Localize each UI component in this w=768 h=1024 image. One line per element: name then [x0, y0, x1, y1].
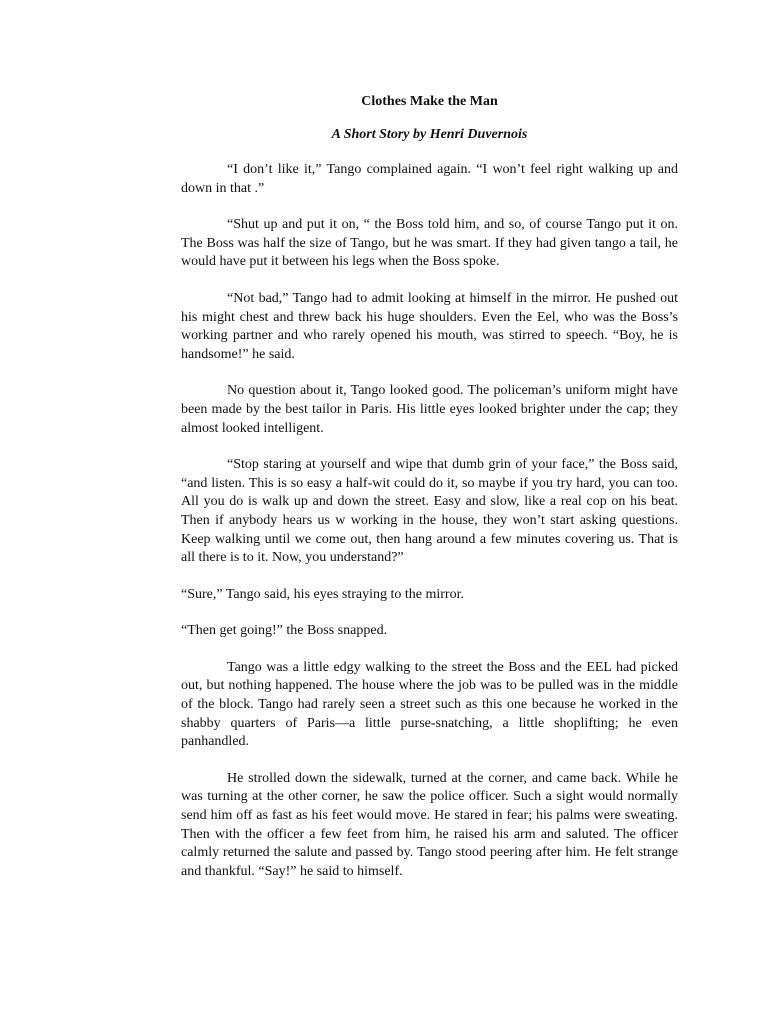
story-body — [181, 161, 678, 881]
paragraph-8: Tango was a little edgy walking to the street the Boss and the EEL had picked out, but nothing happened. The house where the job was to be pulled was in the middle of the block. Tango had rarely seen a street such as this one because he worked in the shabby quarters of Paris—a little purse-snatching, a little shoplifting; he even panhandled. — [181, 659, 678, 750]
paragraph-7: “Then get going!” the Boss snapped. — [181, 623, 388, 639]
paragraph-2: “Shut up and put it on, “ the Boss told him, and so, of course Tango put it on. The Boss was half the size of Tango, but he was smart. If they had given tango a tail, he would have put it between his legs when the Boss spoke. — [181, 217, 678, 270]
paragraph-4: No question about it, Tango looked good. The policeman’s uniform might have been made by the best tailor in Paris. His little eyes looked brighter under the cap; they almost looked intelligent. — [181, 383, 678, 436]
story-subtitle: A Short Story by Henri Duvernois — [331, 127, 528, 142]
paragraph-3: “Not bad,” Tango had to admit looking at himself in the mirror. He pushed out his might chest and threw back his huge shoulders. Even the Eel, who was the Boss’s working partner and who rarely opened his mouth, was stirred to speech. “Boy, he is handsome!” he said. — [181, 290, 678, 362]
paragraph-5: “Stop staring at yourself and wipe that dumb grin of your face,” the Boss said, “and listen. This is so easy a half-wit could do it, so maybe if you try hard, you can too. All you do is walk up and down the street. Easy and slow, like a real cop on his beat. Then if anybody hears us w working in the house, they won’t start asking questions. Keep walking until we come out, then hang around a few minutes covering us. That is all there is to it. Now, you understand?” — [181, 457, 678, 566]
paragraph-9: He strolled down the sidewalk, turned at the corner, and came back. While he was turning at the other corner, he saw the police officer. Such a sight would normally send him off as fast as his feet would move. He stared in fear; his palms were sweating. Then with the officer a few feet from him, he raised his arm and saluted. The officer calmly returned the salute and passed by. Tango stood peering after him. He felt strange and thankful. “Say!” he said to himself. — [181, 770, 678, 879]
document-page — [181, 92, 678, 899]
paragraph-1: “I don’t like it,” Tango complained again. “I won’t feel right walking up and down in that .” — [181, 162, 678, 196]
story-title: Clothes Make the Man — [361, 94, 498, 109]
paragraph-6: “Sure,” Tango said, his eyes straying to the mirror. — [181, 586, 464, 602]
